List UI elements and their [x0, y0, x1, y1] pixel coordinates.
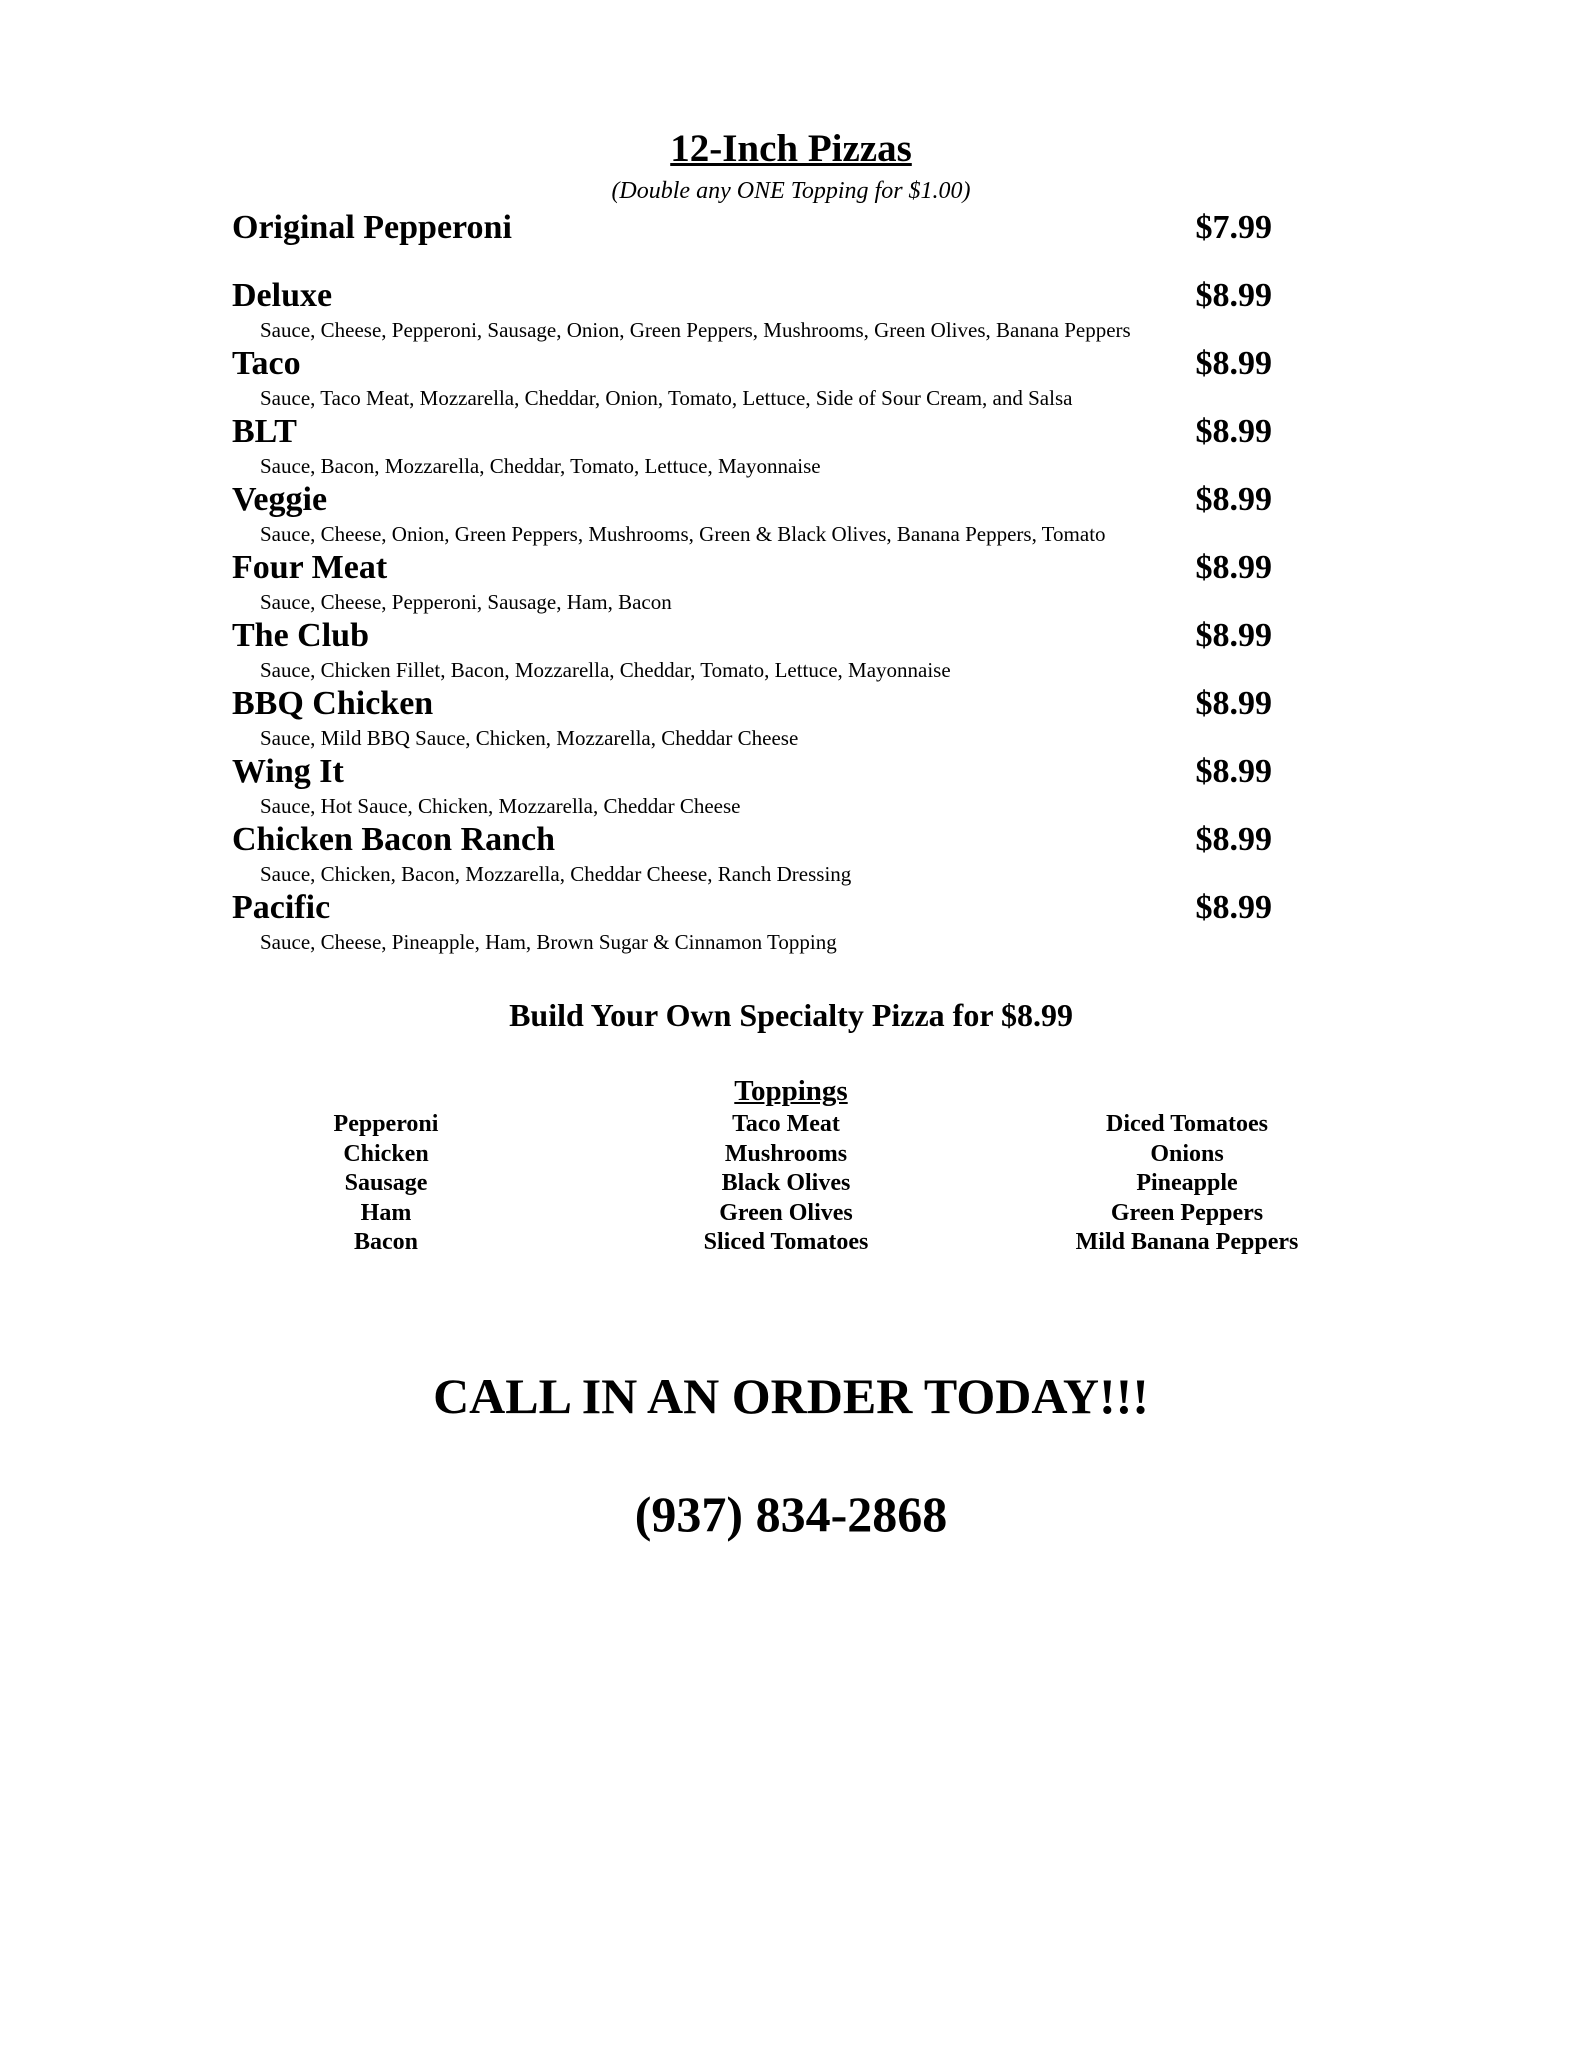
page-subtitle: (Double any ONE Topping for $1.00): [611, 178, 971, 204]
build-your-own-heading: Build Your Own Specialty Pizza for $8.99: [509, 997, 1073, 1033]
menu-item-name: Veggie: [232, 481, 328, 518]
menu-item-description: Sauce, Taco Meat, Mozzarella, Cheddar, Onion, Tomato, Lettuce, Side of Sour Cream, and Salsa: [260, 386, 1073, 410]
toppings-grid: [0, 1110, 1582, 1270]
menu-item-row: [232, 614, 1272, 658]
page-title: 12-Inch Pizzas: [670, 127, 912, 170]
menu-item-description: Sauce, Chicken, Bacon, Mozzarella, Cheddar Cheese, Ranch Dressing: [260, 862, 852, 886]
topping-item: Green Peppers: [1110, 1199, 1264, 1226]
phone-number: (937) 834-2868: [634, 1486, 948, 1542]
menu-item-name: BLT: [232, 413, 297, 450]
menu-item-price: $8.99: [1195, 821, 1272, 858]
menu-item-description: Sauce, Mild BBQ Sauce, Chicken, Mozzarella, Cheddar Cheese: [260, 726, 799, 750]
menu-item-name: Four Meat: [232, 549, 388, 586]
menu-item-the-club: [232, 614, 1272, 682]
menu-item-name: Pacific: [232, 889, 331, 926]
menu-item-row: [232, 342, 1272, 386]
menu-item-bbq-chicken: [232, 682, 1272, 750]
toppings-column-middle: [586, 1110, 986, 1258]
topping-item: Black Olives: [721, 1170, 851, 1196]
topping-item: Chicken: [343, 1140, 429, 1167]
topping-item: Pepperoni: [333, 1111, 439, 1137]
topping-item: Ham: [360, 1199, 412, 1226]
menu-item-price: $8.99: [1195, 345, 1272, 382]
menu-item-row: [232, 750, 1272, 794]
menu-item-name: The Club: [232, 617, 369, 654]
call-to-action: CALL IN AN ORDER TODAY!!!: [433, 1368, 1149, 1424]
menu-item-description: Sauce, Cheese, Pineapple, Ham, Brown Sugar & Cinnamon Topping: [260, 930, 837, 954]
menu-item-price: $8.99: [1195, 617, 1272, 654]
menu-item-price: $8.99: [1195, 889, 1272, 926]
menu-item-price: $8.99: [1195, 685, 1272, 722]
menu-item-row: [232, 274, 1272, 318]
menu-item-veggie: [232, 478, 1272, 546]
toppings-column-right: [987, 1110, 1387, 1258]
toppings-column-meats: [186, 1110, 586, 1258]
topping-item: Mild Banana Peppers: [1075, 1229, 1299, 1255]
topping-item: Onions: [1150, 1140, 1224, 1167]
menu-item-pacific: [232, 886, 1272, 954]
topping-item: Green Olives: [719, 1199, 853, 1226]
menu-item-chicken-bacon-ranch: [232, 818, 1272, 886]
menu-item-wing-it: [232, 750, 1272, 818]
menu-item-blt: [232, 410, 1272, 478]
menu-item-description: Sauce, Cheese, Pepperoni, Sausage, Ham, Bacon: [260, 590, 672, 614]
menu-item-row: [232, 682, 1272, 726]
menu-item-price: $8.99: [1195, 481, 1272, 518]
topping-item: Taco Meat: [732, 1111, 840, 1137]
menu-item-four-meat: [232, 546, 1272, 614]
menu-item-name: BBQ Chicken: [232, 685, 434, 722]
menu-item-name: Wing It: [232, 753, 344, 790]
menu-item-description: Sauce, Chicken Fillet, Bacon, Mozzarella, Cheddar, Tomato, Lettuce, Mayonnaise: [260, 658, 951, 682]
menu-item-row: [232, 546, 1272, 590]
menu-item-name: Chicken Bacon Ranch: [232, 821, 556, 858]
menu-item-description: Sauce, Bacon, Mozzarella, Cheddar, Tomato, Lettuce, Mayonnaise: [260, 454, 821, 478]
menu-item-row: [232, 818, 1272, 862]
menu-item-description: Sauce, Cheese, Onion, Green Peppers, Mushrooms, Green & Black Olives, Banana Peppers, Tomato: [260, 522, 1106, 546]
topping-item: Diced Tomatoes: [1106, 1111, 1268, 1137]
menu-item-description: Sauce, Hot Sauce, Chicken, Mozzarella, Cheddar Cheese: [260, 794, 741, 818]
menu-item-name: Deluxe: [232, 277, 333, 314]
menu-item-name: Taco: [232, 345, 301, 382]
menu-item-price: $8.99: [1195, 413, 1272, 450]
menu-item-name: Original Pepperoni: [232, 209, 512, 246]
topping-item: Bacon: [353, 1229, 418, 1255]
menu-item-deluxe: [232, 274, 1272, 342]
menu-item-price: $8.99: [1195, 753, 1272, 790]
menu-item-price: $7.99: [1195, 209, 1272, 246]
menu-item-original-pepperoni: [232, 206, 1272, 250]
topping-item: Sausage: [344, 1170, 428, 1196]
menu-item-row: [232, 478, 1272, 522]
topping-item: Pineapple: [1136, 1170, 1238, 1196]
toppings-title: Toppings: [734, 1075, 848, 1107]
menu-item-row: [232, 206, 1272, 250]
menu-item-price: $8.99: [1195, 277, 1272, 314]
topping-item: Mushrooms: [724, 1140, 848, 1167]
menu-item-row: [232, 886, 1272, 930]
menu-item-row: [232, 410, 1272, 454]
pizza-menu-list: [232, 206, 1272, 954]
topping-item: Sliced Tomatoes: [703, 1229, 869, 1255]
menu-item-taco: [232, 342, 1272, 410]
menu-item-description: Sauce, Cheese, Pepperoni, Sausage, Onion, Green Peppers, Mushrooms, Green Olives, Banana Peppers: [260, 318, 1131, 342]
menu-item-price: $8.99: [1195, 549, 1272, 586]
